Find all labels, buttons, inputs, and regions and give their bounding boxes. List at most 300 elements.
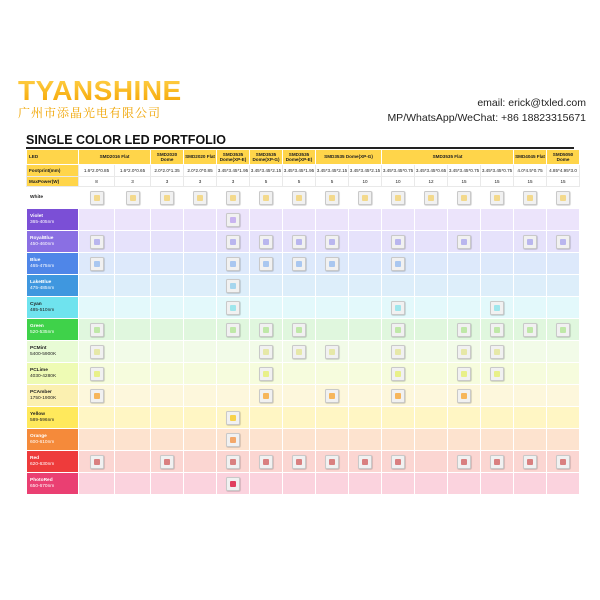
color-name: White — [30, 194, 44, 200]
color-range: 1750-1900K — [30, 395, 57, 401]
led-cell — [79, 209, 115, 231]
led-cell — [217, 407, 250, 429]
led-cell — [514, 209, 547, 231]
led-chip-icon — [226, 213, 240, 227]
led-chip-icon — [490, 323, 504, 337]
led-cell — [283, 319, 316, 341]
led-chip-icon — [523, 323, 537, 337]
led-chip-icon — [259, 345, 273, 359]
led-cell — [514, 473, 547, 495]
led-chip-icon — [556, 323, 570, 337]
footprint-value: 3.45*3.45*0.75 — [382, 165, 415, 177]
led-cell — [415, 341, 448, 363]
led-chip-icon — [391, 235, 405, 249]
led-cell — [115, 275, 151, 297]
led-cell — [217, 297, 250, 319]
led-cell — [349, 231, 382, 253]
led-chip-icon — [457, 235, 471, 249]
maxpower-value: 3 — [115, 177, 151, 187]
led-chip-icon — [226, 235, 240, 249]
led-chip-icon — [226, 477, 240, 491]
color-name: PhotoRed — [30, 477, 53, 483]
led-chip-icon — [292, 235, 306, 249]
led-cell — [349, 385, 382, 407]
led-cell — [115, 209, 151, 231]
led-cell — [547, 407, 580, 429]
led-chip-icon — [259, 191, 273, 205]
led-cell — [349, 209, 382, 231]
led-cell — [184, 319, 217, 341]
led-cell — [349, 187, 382, 209]
led-cell — [448, 473, 481, 495]
led-cell — [184, 209, 217, 231]
color-name: Green — [30, 323, 44, 329]
led-cell — [382, 451, 415, 473]
led-chip-icon — [160, 455, 174, 469]
maxpower-value: 10 — [382, 177, 415, 187]
led-cell — [316, 231, 349, 253]
led-cell — [514, 407, 547, 429]
color-row — [27, 187, 580, 209]
led-cell — [448, 187, 481, 209]
led-cell — [184, 341, 217, 363]
color-row — [27, 319, 580, 341]
led-cell — [382, 187, 415, 209]
led-cell — [481, 473, 514, 495]
led-cell — [448, 451, 481, 473]
led-cell — [283, 253, 316, 275]
led-cell — [547, 253, 580, 275]
led-cell — [448, 275, 481, 297]
maxpower-value: 8 — [79, 177, 115, 187]
led-cell — [382, 297, 415, 319]
led-cell — [217, 363, 250, 385]
header-led-label: LED — [27, 150, 79, 165]
footprint-value: 4.0*4.5*0.75 — [514, 165, 547, 177]
led-cell — [481, 297, 514, 319]
footprint-value: 3.45*3.45*1.95 — [217, 165, 250, 177]
color-name: Cyan — [30, 301, 42, 307]
logo-company-name: 广州市添晶光电有限公司 — [18, 106, 162, 120]
led-cell — [250, 473, 283, 495]
package-group-header: SMD2020 Dome — [151, 150, 184, 165]
led-chip-icon — [391, 455, 405, 469]
led-cell — [415, 407, 448, 429]
footprint-value: 3.45*3.45*0.75 — [481, 165, 514, 177]
led-chip-icon — [325, 455, 339, 469]
led-cell — [514, 187, 547, 209]
color-name: Blue — [30, 257, 41, 263]
contact-email: email: erick@txled.com — [477, 97, 586, 109]
color-label — [27, 429, 79, 451]
led-cell — [184, 429, 217, 451]
led-chip-icon — [424, 191, 438, 205]
led-cell — [448, 385, 481, 407]
led-cell — [382, 385, 415, 407]
color-name: RoyalBlue — [30, 235, 54, 241]
led-cell — [448, 253, 481, 275]
led-chip-icon — [325, 389, 339, 403]
led-chip-icon — [457, 345, 471, 359]
color-label — [27, 319, 79, 341]
led-cell — [283, 473, 316, 495]
led-cell — [316, 473, 349, 495]
footprint-value: 3.45*3.45*2.15 — [349, 165, 382, 177]
led-cell — [79, 187, 115, 209]
led-chip-icon — [556, 235, 570, 249]
led-cell — [481, 385, 514, 407]
led-cell — [184, 297, 217, 319]
led-chip-icon — [259, 389, 273, 403]
led-cell — [151, 429, 184, 451]
led-chip-icon — [226, 411, 240, 425]
led-cell — [382, 363, 415, 385]
package-group-header: SMD3535 Dome(XP-G) — [316, 150, 382, 165]
led-cell — [382, 319, 415, 341]
maxpower-value: 5 — [316, 177, 349, 187]
led-cell — [151, 363, 184, 385]
led-cell — [151, 385, 184, 407]
led-cell — [151, 407, 184, 429]
led-chip-icon — [391, 191, 405, 205]
led-cell — [250, 407, 283, 429]
led-cell — [151, 319, 184, 341]
led-chip-icon — [226, 279, 240, 293]
led-cell — [448, 407, 481, 429]
led-cell — [448, 231, 481, 253]
led-cell — [283, 275, 316, 297]
logo-wordmark: TYANSHINE — [18, 75, 182, 106]
led-chip-icon — [358, 191, 372, 205]
led-cell — [250, 363, 283, 385]
led-cell — [115, 231, 151, 253]
led-cell — [151, 451, 184, 473]
led-chip-icon — [259, 367, 273, 381]
led-cell — [217, 231, 250, 253]
led-cell — [250, 297, 283, 319]
package-group-header: SMD4045 Flat — [514, 150, 547, 165]
led-cell — [448, 363, 481, 385]
led-cell — [547, 451, 580, 473]
page-title: SINGLE COLOR LED PORTFOLIO — [26, 133, 226, 147]
led-chip-icon — [160, 191, 174, 205]
led-cell — [184, 253, 217, 275]
package-group-header: SMD3535 Flat — [382, 150, 514, 165]
led-cell — [151, 275, 184, 297]
led-cell — [115, 187, 151, 209]
brand-logo — [18, 76, 182, 121]
led-chip-icon — [292, 345, 306, 359]
portfolio-grid — [26, 149, 580, 495]
led-cell — [184, 275, 217, 297]
color-range: 600-610nm — [30, 439, 55, 445]
led-chip-icon — [259, 455, 273, 469]
led-cell — [547, 429, 580, 451]
led-cell — [514, 275, 547, 297]
color-range: 520-535nm — [30, 329, 55, 335]
package-group-header: SMD3535 Dome(XP-G) — [250, 150, 283, 165]
led-cell — [283, 341, 316, 363]
led-chip-icon — [259, 257, 273, 271]
led-chip-icon — [490, 301, 504, 315]
led-cell — [79, 341, 115, 363]
led-cell — [250, 385, 283, 407]
led-chip-icon — [391, 301, 405, 315]
color-name: Violet — [30, 213, 43, 219]
led-cell — [79, 429, 115, 451]
footprint-value: 1.6*2.0*0.85 — [79, 165, 115, 177]
led-cell — [115, 451, 151, 473]
led-cell — [250, 209, 283, 231]
led-cell — [448, 429, 481, 451]
color-name: PCLime — [30, 367, 48, 373]
led-cell — [415, 231, 448, 253]
led-cell — [514, 319, 547, 341]
led-cell — [382, 341, 415, 363]
led-cell — [115, 253, 151, 275]
maxpower-value: 10 — [349, 177, 382, 187]
led-cell — [316, 275, 349, 297]
led-cell — [79, 275, 115, 297]
led-cell — [547, 187, 580, 209]
color-row — [27, 429, 580, 451]
led-cell — [184, 385, 217, 407]
led-chip-icon — [292, 257, 306, 271]
led-cell — [382, 429, 415, 451]
led-cell — [79, 473, 115, 495]
maxpower-value: 12 — [415, 177, 448, 187]
contact-info — [387, 96, 586, 126]
led-chip-icon — [90, 389, 104, 403]
led-cell — [514, 363, 547, 385]
maxpower-value: 3 — [151, 177, 184, 187]
led-chip-icon — [325, 345, 339, 359]
led-chip-icon — [391, 257, 405, 271]
led-cell — [217, 341, 250, 363]
led-cell — [217, 209, 250, 231]
footprint-value: 3.45*3.45*2.15 — [316, 165, 349, 177]
led-cell — [514, 451, 547, 473]
color-range: 589-596nm — [30, 417, 55, 423]
maxpower-value: 5 — [283, 177, 316, 187]
led-chip-icon — [391, 345, 405, 359]
led-cell — [250, 451, 283, 473]
led-cell — [217, 187, 250, 209]
led-chip-icon — [457, 455, 471, 469]
led-chip-icon — [90, 323, 104, 337]
led-cell — [481, 187, 514, 209]
led-cell — [79, 319, 115, 341]
maxpower-value: 3 — [184, 177, 217, 187]
led-cell — [151, 341, 184, 363]
led-chip-icon — [193, 191, 207, 205]
led-cell — [184, 187, 217, 209]
maxpower-label: MaxPower(W) — [27, 177, 79, 187]
footprint-value: 3.45*3.45*1.95 — [283, 165, 316, 177]
footprint-value: 4.85*4.95*3.0 — [547, 165, 580, 177]
led-cell — [250, 231, 283, 253]
led-cell — [250, 253, 283, 275]
led-cell — [316, 451, 349, 473]
color-name: Red — [30, 455, 40, 461]
color-label — [27, 341, 79, 363]
color-label — [27, 385, 79, 407]
color-label — [27, 275, 79, 297]
led-cell — [316, 407, 349, 429]
led-cell — [184, 473, 217, 495]
color-range: 365-405nm — [30, 219, 55, 225]
led-cell — [415, 385, 448, 407]
led-cell — [481, 231, 514, 253]
led-cell — [349, 407, 382, 429]
led-cell — [481, 275, 514, 297]
color-label — [27, 407, 79, 429]
led-chip-icon — [490, 191, 504, 205]
led-cell — [184, 231, 217, 253]
led-chip-icon — [457, 191, 471, 205]
color-label — [27, 253, 79, 275]
footprint-label: Footprint(mm) — [27, 165, 79, 177]
color-range: 650-670nm — [30, 483, 55, 489]
led-cell — [217, 319, 250, 341]
color-name: LakeBlue — [30, 279, 52, 285]
led-cell — [115, 297, 151, 319]
led-cell — [151, 473, 184, 495]
led-chip-icon — [226, 257, 240, 271]
led-chip-icon — [90, 367, 104, 381]
led-cell — [349, 341, 382, 363]
led-cell — [283, 231, 316, 253]
led-cell — [115, 407, 151, 429]
led-cell — [151, 231, 184, 253]
led-cell — [415, 363, 448, 385]
led-cell — [514, 253, 547, 275]
led-cell — [79, 363, 115, 385]
led-cell — [151, 187, 184, 209]
color-range: 4030-4280K — [30, 373, 57, 379]
led-cell — [316, 319, 349, 341]
maxpower-value: 5 — [250, 177, 283, 187]
led-chip-icon — [292, 455, 306, 469]
led-chip-icon — [226, 433, 240, 447]
footprint-row — [27, 165, 580, 177]
led-cell — [115, 385, 151, 407]
led-cell — [250, 341, 283, 363]
led-cell — [79, 297, 115, 319]
led-cell — [184, 363, 217, 385]
color-name: Yellow — [30, 411, 45, 417]
led-chip-icon — [90, 235, 104, 249]
led-cell — [514, 231, 547, 253]
led-cell — [448, 297, 481, 319]
led-chip-icon — [457, 367, 471, 381]
led-cell — [415, 297, 448, 319]
led-chip-icon — [90, 455, 104, 469]
led-chip-icon — [325, 191, 339, 205]
led-cell — [349, 319, 382, 341]
color-row — [27, 275, 580, 297]
led-cell — [217, 473, 250, 495]
color-range: 465-475nm — [30, 263, 55, 269]
led-cell — [115, 341, 151, 363]
led-chip-icon — [556, 191, 570, 205]
color-row — [27, 363, 580, 385]
led-cell — [250, 319, 283, 341]
color-row — [27, 253, 580, 275]
led-chip-icon — [292, 323, 306, 337]
led-cell — [481, 253, 514, 275]
led-cell — [151, 209, 184, 231]
led-cell — [415, 209, 448, 231]
maxpower-row — [27, 177, 580, 187]
led-cell — [481, 209, 514, 231]
led-cell — [184, 451, 217, 473]
led-chip-icon — [325, 235, 339, 249]
led-cell — [382, 253, 415, 275]
led-cell — [481, 341, 514, 363]
led-cell — [514, 297, 547, 319]
led-cell — [415, 451, 448, 473]
footprint-value: 3.45*3.45*2.15 — [250, 165, 283, 177]
led-cell — [250, 187, 283, 209]
led-cell — [481, 363, 514, 385]
led-cell — [448, 341, 481, 363]
package-group-header: SMD2016 Flat — [79, 150, 151, 165]
color-label — [27, 297, 79, 319]
led-chip-icon — [490, 455, 504, 469]
led-cell — [547, 341, 580, 363]
led-chip-icon — [226, 455, 240, 469]
led-cell — [283, 297, 316, 319]
led-chip-icon — [90, 345, 104, 359]
led-cell — [448, 209, 481, 231]
led-cell — [250, 275, 283, 297]
led-cell — [349, 253, 382, 275]
led-chip-icon — [490, 345, 504, 359]
led-cell — [250, 429, 283, 451]
led-cell — [115, 319, 151, 341]
led-chip-icon — [226, 301, 240, 315]
color-label — [27, 473, 79, 495]
package-group-header: SMD3535 Dome(XP-E) — [283, 150, 316, 165]
footprint-value: 3.45*3.45*0.75 — [448, 165, 481, 177]
led-chip-icon — [457, 323, 471, 337]
led-cell — [514, 385, 547, 407]
led-cell — [283, 429, 316, 451]
led-portfolio-table — [26, 149, 577, 495]
color-label — [27, 363, 79, 385]
led-cell — [316, 187, 349, 209]
led-cell — [316, 429, 349, 451]
led-cell — [481, 429, 514, 451]
color-row — [27, 231, 580, 253]
led-cell — [151, 297, 184, 319]
led-cell — [547, 385, 580, 407]
led-cell — [79, 253, 115, 275]
led-cell — [514, 341, 547, 363]
color-range: 5400-5900K — [30, 351, 57, 357]
color-label — [27, 451, 79, 473]
led-cell — [415, 253, 448, 275]
led-cell — [217, 253, 250, 275]
led-cell — [184, 407, 217, 429]
package-group-header: SMD3535 Dome(XP-E) — [217, 150, 250, 165]
led-chip-icon — [226, 191, 240, 205]
color-range: 450-460nm — [30, 241, 55, 247]
color-row — [27, 297, 580, 319]
led-cell — [79, 385, 115, 407]
led-chip-icon — [90, 191, 104, 205]
